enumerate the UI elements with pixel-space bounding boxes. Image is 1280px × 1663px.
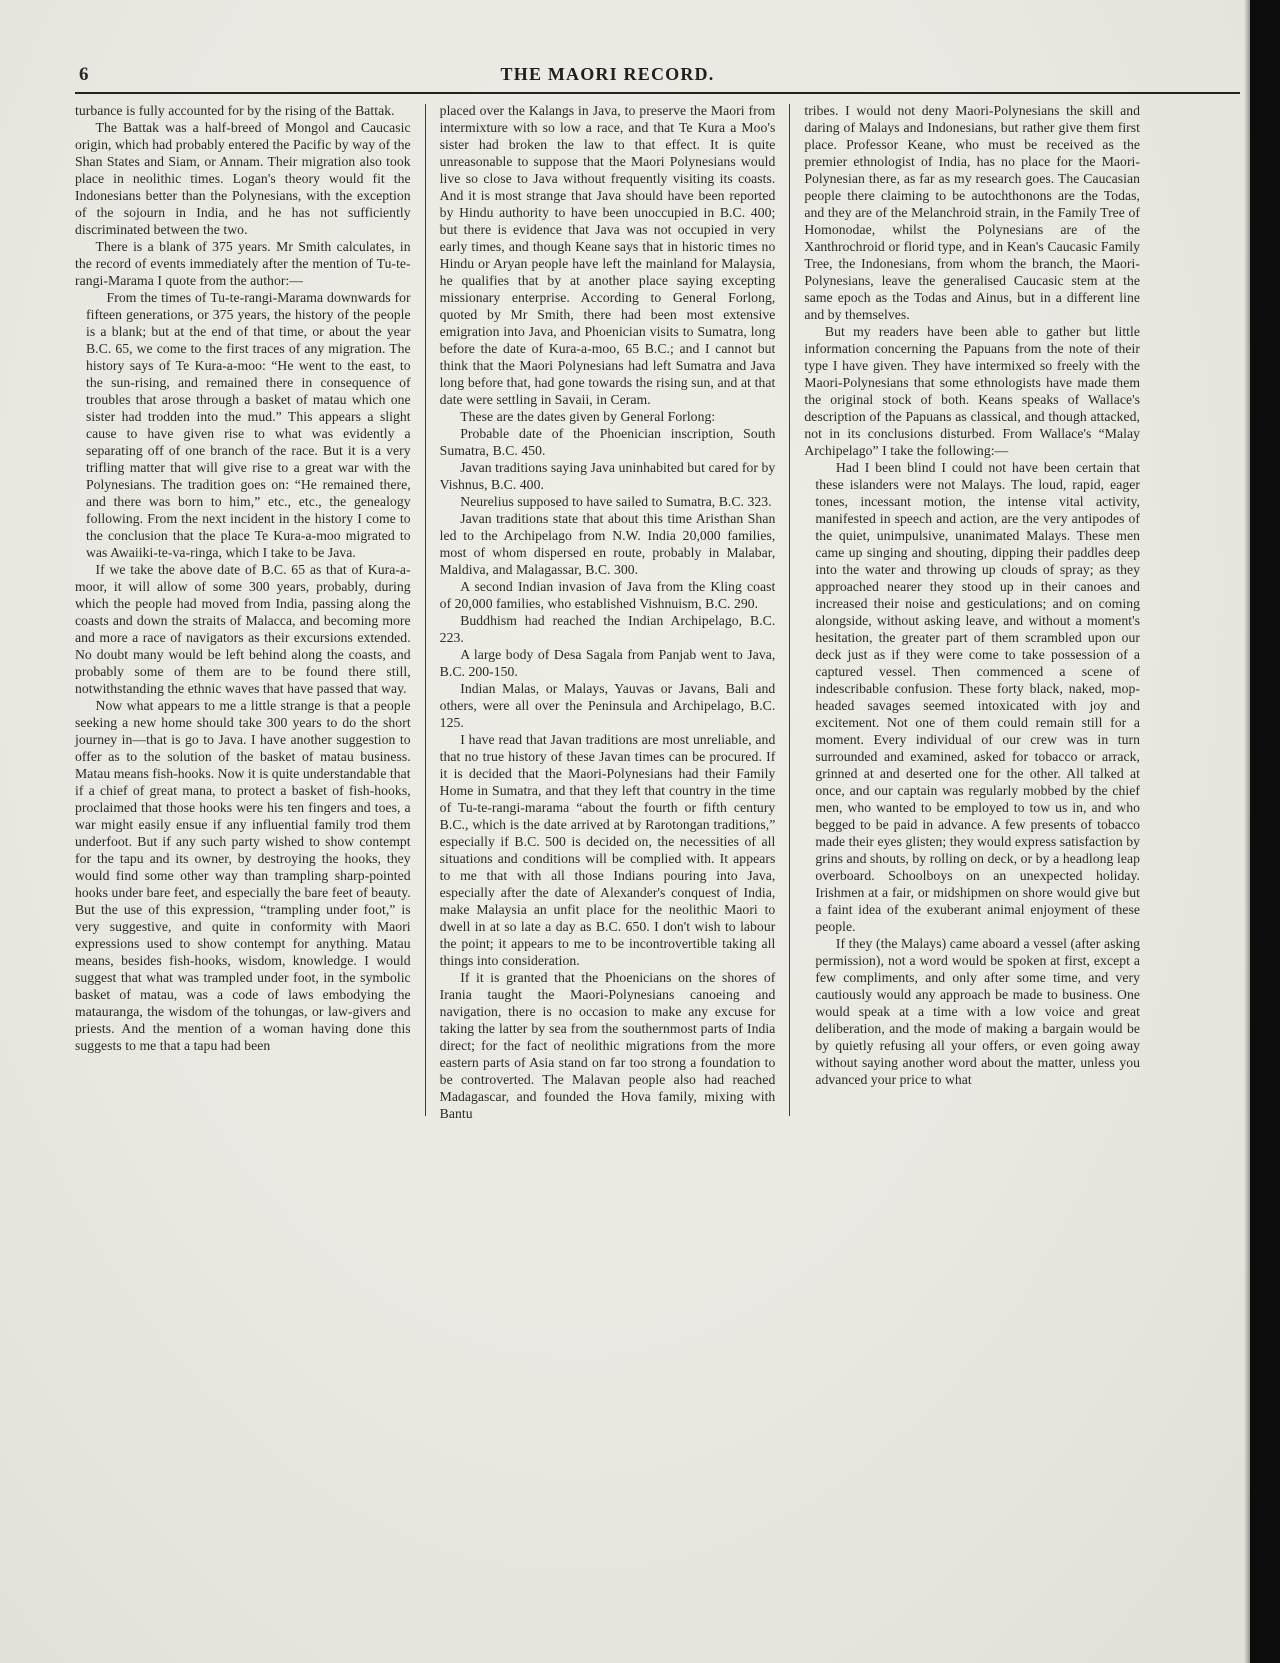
paragraph: tribes. I would not deny Maori-Polynesians the skill and daring of Malays and Indonesians, but rather give them first place. Professor Keane, who must be received as the premier ethnologist of India, has no place for the Maori-Polynesian there, as far as my research goes. The Caucasian people there claiming to be autochthonons are the Todas, and they are of the Melanchroid strain, in the Family Tree of Homonodae, whilst the Polynesians are of the Xanthrochroid or florid type, and in Kean's Caucasic Family Tree, the Indonesians, from whom the branch, the Maori-Polynesians, leave the generalised Caucasic stem at the same epoch as the Todas and Ainus, but in a different line and by themselves. bbox=[804, 103, 1141, 322]
paragraph: If we take the above date of B.C. 65 as that of Kura-a-moor, it will allow of some 300 years, probably, during which the people had moved from India, passing along the coasts and down the straits of Malacca, and becoming more and more a race of navigators as their excursions extended. No doubt many would be left behind along the coasts, and probably some of them are to be found there still, notwithstanding the ethnic waves that have passed that way. bbox=[75, 562, 411, 696]
paragraph: Probable date of the Phoenician inscription, South Sumatra, B.C. 450. bbox=[439, 426, 776, 458]
paragraph: But my readers have been able to gather but little information concerning the Papuans from the note of their type I have given. They have intermixed so freely with the Maori-Polynesians that some ethnologists have made them the original stock of both. Keans speaks of Wallace's description of the Papuans as classical, and though attacked, not in its conclusions disturbed. From Wallace's “Malay Archipelago” I take the following:— bbox=[804, 324, 1141, 458]
column-divider-2 bbox=[789, 104, 790, 1116]
paragraph: Buddhism had reached the Indian Archipelago, B.C. 223. bbox=[439, 613, 776, 645]
paragraph: Javan traditions state that about this time Aristhan Shan led to the Archipelago from N.W. India 20,000 families, most of whom dispersed en route, probably in Malabar, Maldiva, and Malagassar, B.C. 300. bbox=[439, 511, 776, 577]
scan-border bbox=[1250, 0, 1280, 1663]
paragraph: Indian Malas, or Malays, Yauvas or Javans, Bali and others, were all over the Peninsula and Archipelago, B.C. 125. bbox=[439, 681, 776, 730]
paragraph: There is a blank of 375 years. Mr Smith calculates, in the record of events immediately after the mention of Tu-te-rangi-Marama I quote from the author:— bbox=[75, 239, 411, 288]
paragraph: placed over the Kalangs in Java, to preserve the Maori from intermixture with so low a race, and that Te Kura a Moo's sister had broken the law to that effect. It is quite unreasonable to suppose that the Maori Polynesians would live so close to Java without frequently visiting its coasts. And it is most strange that Java should have been reported by Hindu authority to have been unoccupied in B.C. 400; but there is evidence that Java was not occupied in very early times, and though Keane says that in historic times no Hindu or Aryan people have left the mainland for Malaysia, he qualifies that by at another place saying excepting missionary enterprise. According to General Forlong, quoted by Mr Smith, there had been most extensive emigration into Java, and Phoenician visits to Sumatra, long before the date of Kura-a-moo, 65 B.C.; and I cannot but think that the Maori Polynesians had left Sumatra and Java long before that, had gone towards the rising sun, and at that date were settling in Savaii, in Ceram. bbox=[439, 103, 776, 407]
page-content bbox=[75, 58, 1240, 1122]
paragraph: If it is granted that the Phoenicians on the shores of Irania taught the Maori-Polynesians canoeing and navigation, there is no occasion to make any excuse for taking the latter by sea from the southernmost parts of India direct; for the fact of neolithic migrations from the more eastern parts of Asia stand on far too strong a foundation to be controverted. The Malavan people also had reached Madagascar, and founded the Hova family, mixing with Bantu bbox=[439, 970, 776, 1121]
paragraph: These are the dates given by General Forlong: bbox=[460, 409, 716, 424]
paragraph: If they (the Malays) came aboard a vessel (after asking permission), not a word would be spoken at first, except a few compliments, and only after some time, and very cautiously would any approach be made to business. One would speak at a time with a low voice and great deliberation, and the mode of making a bargain would be by quietly refusing all your offers, or even going away without saying another word about the matter, unless you advanced your price to what bbox=[815, 936, 1141, 1087]
column-3 bbox=[804, 102, 1140, 1122]
paragraph: turbance is fully accounted for by the rising of the Battak. bbox=[75, 103, 395, 118]
page-header bbox=[75, 58, 1240, 92]
column-divider-1 bbox=[425, 104, 426, 1116]
paragraph: Now what appears to me a little strange is that a people seeking a new home should take 300 years to do the short journey in—that is go to Java. I have another suggestion to offer as to the solution of the basket of matau business. Matau means fish-hooks. Now it is quite understandable that if a chief of great mana, to protect a basket of fish-hooks, proclaimed that those hooks were his ten fingers and toes, a war might easily ensue if any influential family trod them underfoot. But if any such party wished to show contempt for the tapu and its owner, by destroying the hooks, they would find some other way than trampling sharp-pointed hooks under bare feet, and especially the bare feet of beauty. But the use of this expression, “trampling under foot,” is very suggestive, and quite in conformity with Maori expressions used to show contempt for anything. Matau means, besides fish-hooks, wisdom, knowledge. I would suggest that what was trampled under foot, in the symbolic basket of matau, was a code of laws embodying the matauranga, the wisdom of the tohungas, or law-givers and priests. And the mention of a woman having done this suggests to me that a tapu had been bbox=[75, 698, 411, 1053]
paragraph: The Battak was a half-breed of Mongol and Caucasic origin, which had probably entered the Pacific by way of the Shan States and Siam, or Annam. Their migration also took place in neolithic times. Logan's theory would fit the Indonesians better than the Polynesians, with the exception of the sojourn in India, and he has not sufficiently discriminated between the two. bbox=[75, 120, 411, 237]
column-2 bbox=[440, 102, 776, 1122]
text-columns bbox=[75, 102, 1140, 1122]
paragraph: From the times of Tu-te-rangi-Marama downwards for fifteen generations, or 375 years, the history of the people is a blank; but at the end of that time, or about the year B.C. 65, we come to the first traces of any migration. The history says of Te Kura-a-moo: “He went to the east, to the sun-rising, and remained there in consequence of troubles that arose through a basket of matau which one sister had trodden into the mud.” This appears a slight cause to have given rise to what was evidently a separating off of one branch of the race. But it is a very trifling matter that will give rise to a great war with the Polynesians. The tradition goes on: “He remained there, and there was born to him,” etc., etc., the genealogy following. From the next incident in the history I come to the conclusion that the place Te Kura-a-moo migrated to was Awaiiki-te-va-ringa, which I take to be Java. bbox=[86, 290, 411, 560]
paragraph: Javan traditions saying Java uninhabited but cared for by Vishnus, B.C. 400. bbox=[439, 460, 776, 492]
header-rule bbox=[75, 92, 1240, 94]
paragraph: Neurelius supposed to have sailed to Sumatra, B.C. 323. bbox=[460, 494, 772, 509]
paragraph: Had I been blind I could not have been certain that these islanders were not Malays. The loud, rapid, eager tones, incessant motion, the intense vital activity, manifested in speech and action, are the very antipodes of the quiet, unimpulsive, unanimated Malays. These men came up singing and shouting, dipping their paddles deep into the water and throwing up clouds of spray; as they approached nearer they stood up in their canoes and increased their noise and gesticulations; and on coming alongside, without asking leave, and without a moment's hesitation, the greater part of them scrambled upon our deck just as if they were come to take possession of a captured vessel. Then commenced a scene of indescribable confusion. These forty black, naked, mop-headed savages seemed intoxicated with joy and excitement. Not one of them could remain still for a moment. Every individual of our crew was in turn surrounded and examined, asked for tobacco or arrack, grinned at and deserted one for the other. All talked at once, and our captain was regularly mobbed by the chief men, who wanted to be employed to tow us in, and who begged to be paid in advance. A few presents of tobacco made their eyes glisten; they would express satisfaction by grins and shouts, by rolling on deck, or by a headlong leap overboard. Schoolboys on an unexpected holiday. Irishmen at a fair, or midshipmen on shore would give but a faint idea of the exuberant animal enjoyment of these people. bbox=[815, 460, 1141, 934]
page-title: THE MAORI RECORD. bbox=[500, 64, 715, 84]
column-1 bbox=[75, 102, 411, 1122]
paragraph: I have read that Javan traditions are most unreliable, and that no true history of these Javan times can be procured. If it is decided that the Maori-Polynesians had their Family Home in Sumatra, and that they left that country in the time of Tu-te-rangi-marama “about the fourth or fifth century B.C., which is the date arrived at by Rarotongan traditions,” especially if B.C. 500 is decided on, the necessities of all situations and conditions will be complied with. It appears to me that with all those Indians pouring into Java, especially after the date of Alexander's conquest of India, make Malaysia an unfit place for the neolithic Maori to dwell in at so late a day as B.C. 650. I don't wish to labour the point; it appears to me to be incontrovertible taking all things into consideration. bbox=[439, 732, 776, 968]
page-number: 6 bbox=[79, 64, 89, 85]
paragraph: A second Indian invasion of Java from the Kling coast of 20,000 families, who established Vishnuism, B.C. 290. bbox=[439, 579, 776, 611]
paragraph: A large body of Desa Sagala from Panjab went to Java, B.C. 200-150. bbox=[439, 647, 776, 679]
